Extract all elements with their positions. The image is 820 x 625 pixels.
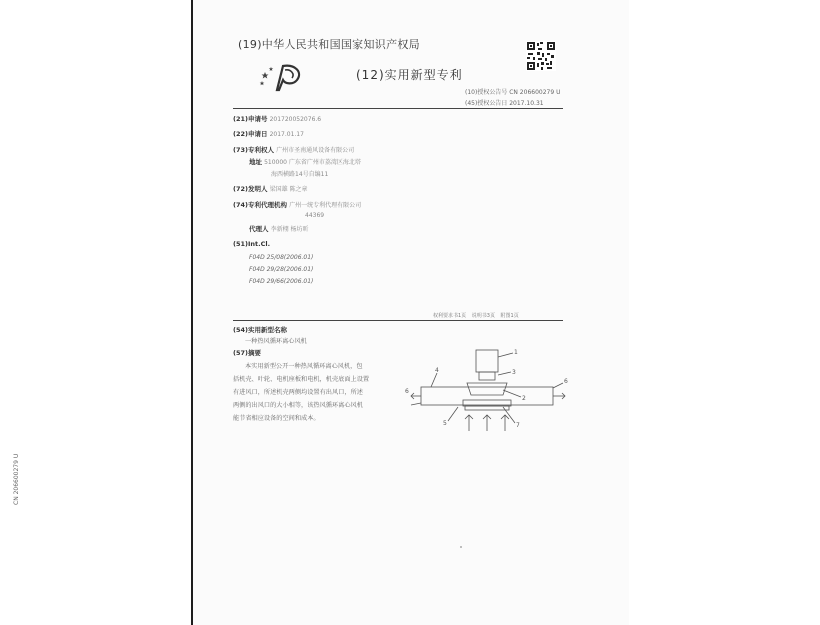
address-line-1: 510000 广东省广州市荔湾区海北塔 (264, 159, 361, 166)
abstract-line-2: 括机壳、叶轮、电机座板和电机，机壳底面上设置 (233, 376, 370, 383)
side-doc-number: CN 206600279 U (13, 453, 20, 505)
document-type: (12)实用新型专利 (356, 68, 463, 82)
inventors: 梁国雄 陈之章 (269, 186, 308, 193)
header-rule (233, 108, 563, 109)
middle-rule (233, 320, 563, 321)
agency: 广州一统专利代理有限公司 (289, 202, 362, 209)
casing (421, 387, 553, 405)
drawing-label-5: 5 (443, 420, 447, 427)
drawing-label-6-left: 6 (405, 388, 409, 395)
patent-page (191, 0, 629, 625)
inventor-row (233, 184, 308, 193)
agency-code: 44369 (305, 212, 325, 219)
authority-title: (19)中华人民共和国国家知识产权局 (238, 38, 420, 51)
application-date-row (233, 129, 304, 138)
abstract-line-1: 本实用新型公开一种热风循环离心风机，包 (245, 363, 363, 370)
agents: 李新栩 杨坊昕 (270, 226, 309, 233)
address-label: 地址 (249, 158, 262, 166)
fan-drawing (403, 345, 573, 445)
publication-number: (10)授权公告号 CN 206600279 U (465, 89, 561, 96)
drawing-label-4: 4 (435, 367, 439, 374)
application-number: 201720052076.6 (269, 116, 322, 123)
application-number-row (233, 114, 321, 123)
qr-code (526, 41, 556, 71)
application-date-label: (22)申请日 (233, 130, 268, 138)
drawing-label-7: 7 (516, 422, 520, 429)
address-row (249, 157, 361, 166)
drawing-label-1: 1 (514, 349, 518, 356)
application-number-label: (21)申请号 (233, 115, 268, 123)
agency-label: (74)专利代理机构 (233, 201, 287, 209)
patentee-label: (73)专利权人 (233, 146, 274, 154)
speck (460, 546, 462, 548)
drawing-label-2: 2 (522, 395, 526, 402)
cnipa-logo (259, 62, 309, 94)
patentee-row (233, 145, 354, 154)
ipc-class-3: F04D 29/66(2006.01) (249, 278, 314, 285)
patentee: 广州市圣南通风设备有限公司 (276, 147, 355, 154)
page-count-info: 权利要求书1页 说明书3页 附图1页 (433, 313, 519, 319)
drawing-label-6-right: 6 (564, 378, 568, 385)
abstract-line-5: 能节省相应设备的空间和成本。 (233, 415, 320, 422)
ipc-class-1: F04D 25/08(2006.01) (249, 254, 314, 261)
abstract-line-3: 有进风口，所述机壳两侧均设置有出风口，所述 (233, 389, 363, 396)
drawing-label-3: 3 (512, 369, 516, 376)
utility-name: 一种热风循环离心风机 (245, 338, 307, 345)
impeller (467, 383, 507, 395)
application-date: 2017.01.17 (269, 131, 304, 138)
agent-label: 代理人 (249, 225, 269, 233)
address-line-2: 海西横路14号自编11 (271, 171, 329, 178)
motor (476, 350, 498, 372)
abstract-line-4: 两侧的出风口的大小相等，该热风循环离心风机 (233, 402, 363, 409)
inlet (465, 406, 509, 410)
motor-mount (479, 372, 495, 380)
publication-date: (45)授权公告日 2017.10.31 (465, 100, 544, 107)
agent-row (249, 224, 309, 233)
abstract-label: (57)摘要 (233, 349, 261, 357)
ipc-class-2: F04D 29/28(2006.01) (249, 266, 314, 273)
agency-row (233, 200, 361, 209)
inventor-label: (72)发明人 (233, 185, 268, 193)
ipc-label: (51)Int.Cl. (233, 240, 271, 248)
utility-name-label: (54)实用新型名称 (233, 326, 287, 334)
